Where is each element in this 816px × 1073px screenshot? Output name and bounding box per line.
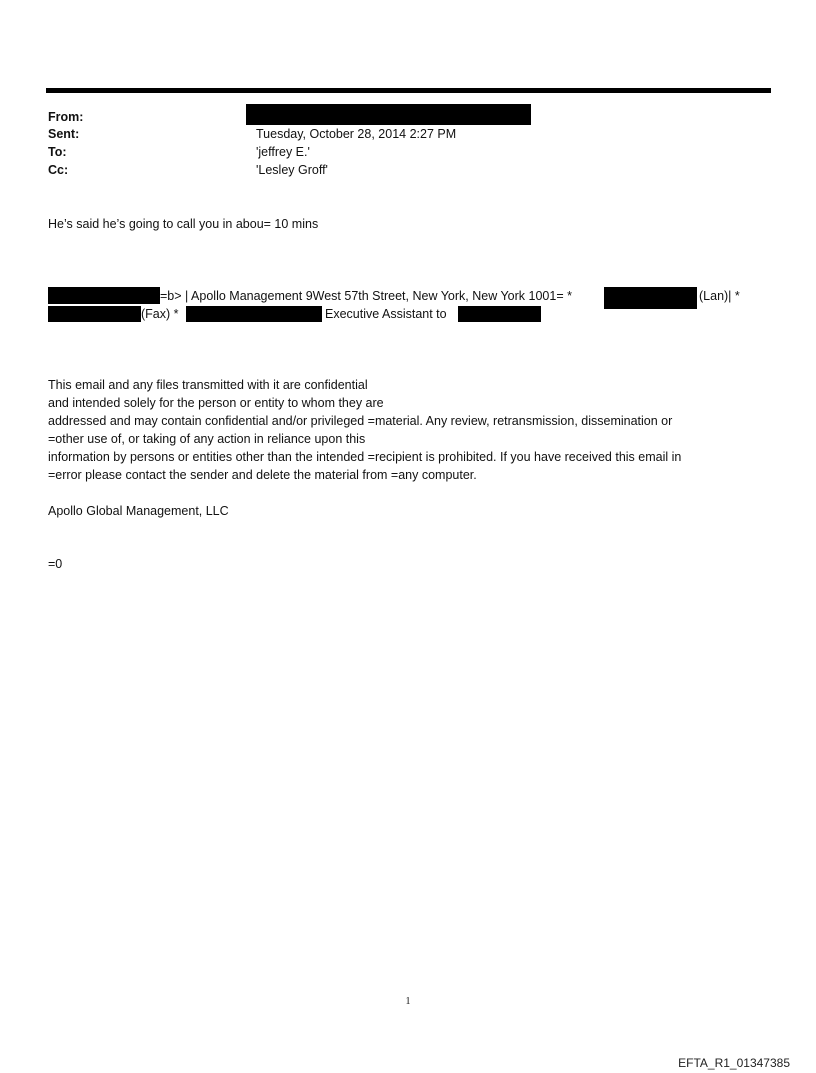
signature-redaction-2 <box>604 287 697 309</box>
disclaimer-line-4: =other use of, or taking of any action in reliance upon this <box>48 432 366 446</box>
disclaimer-line-5: information by persons or entities other than the intended =recipient is prohibited. If you have received this email in <box>48 450 682 464</box>
header-rule <box>46 88 771 93</box>
disclaimer-line-1: This email and any files transmitted with it are confidential <box>48 378 368 392</box>
signature-redaction-3 <box>48 306 141 322</box>
message-line: He’s said he’s going to call you in abou= 10 mins <box>48 217 319 231</box>
signature-part-2: (Lan)| * <box>699 289 740 303</box>
trailer-text: =0 <box>48 557 63 571</box>
to-value: 'jeffrey E.' <box>256 145 310 159</box>
from-redaction <box>246 104 531 125</box>
signature-redaction-5 <box>458 306 541 322</box>
signature-part-4: Executive Assistant to <box>325 307 447 321</box>
sent-label: Sent: <box>48 127 80 141</box>
to-label: To: <box>48 145 67 159</box>
signature-redaction-1 <box>48 287 160 304</box>
cc-value: 'Lesley Groff' <box>256 163 328 177</box>
signature-part-1: =b> | Apollo Management 9West 57th Street, New York, New York 1001= * <box>160 289 572 303</box>
cc-label: Cc: <box>48 163 69 177</box>
sent-value: Tuesday, October 28, 2014 2:27 PM <box>256 127 457 141</box>
document-id: EFTA_R1_01347385 <box>678 1056 790 1070</box>
disclaimer-line-3: addressed and may contain confidential and/or privileged =material. Any review, retransmission, dissemination or <box>48 414 673 428</box>
company-name: Apollo Global Management, LLC <box>48 504 229 518</box>
from-label: From: <box>48 110 84 124</box>
signature-part-3: (Fax) * <box>141 307 179 321</box>
signature-redaction-4 <box>186 306 322 322</box>
disclaimer-line-2: and intended solely for the person or entity to whom they are <box>48 396 384 410</box>
disclaimer-line-6: =error please contact the sender and delete the material from =any computer. <box>48 468 477 482</box>
page-number: 1 <box>405 996 411 1007</box>
